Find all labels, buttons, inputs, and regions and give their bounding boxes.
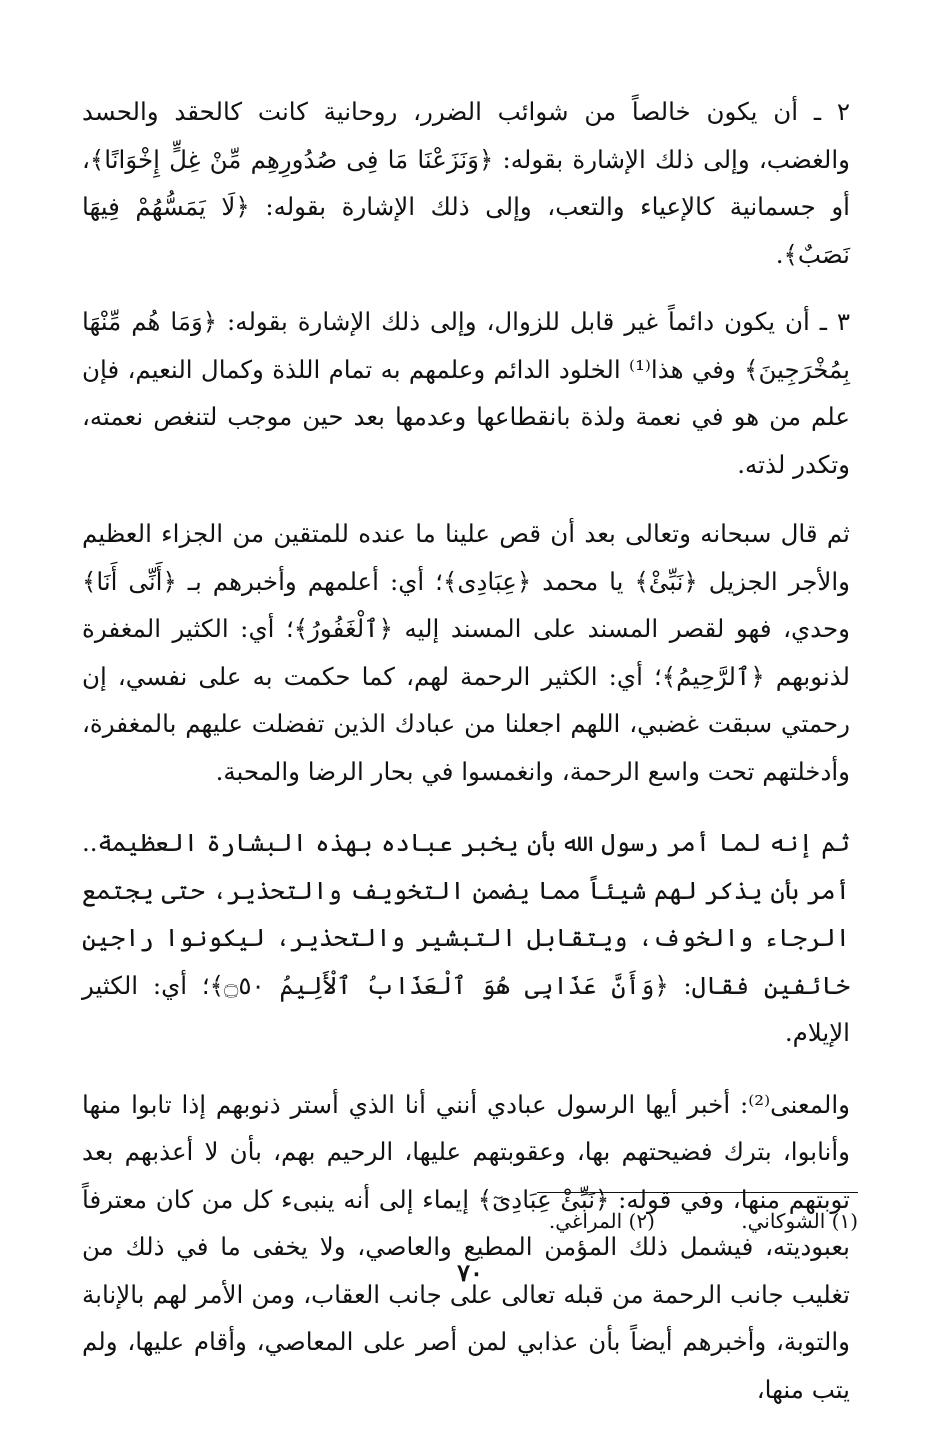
footnote-divider bbox=[537, 1192, 858, 1193]
paragraph-warning: ثم إنه لما أمر رسول الله بأن يخبر عباده بهذه البشارة العظيمة.. أمر بأن يذكر لهم شيئاً مما يضمن التخويف والتحذير، حتى يجتمع الرجاء والخوف، ويتقابل التبشير والتحذير، ليكونوا راجين خائفين فقال: ﴿وَأَنَّ عَذَابِى هُوَ ٱلْعَذَابُ ٱلْأَلِيمُ ۝٥٠﴾؛ أي: الكثير الإيلام. bbox=[82, 828, 850, 1047]
paragraph-meaning: والمعنى⁽²⁾: أخبر أيها الرسول عبادي أنني أنا الذي أستر ذنوبهم إذا تابوا منها وأنابوا، بترك فضيحتهم بها، وعقوبتهم عليها، الرحيم بهم، بأن لا أعذبهم بعد توبتهم منها، وفي قوله: ﴿نَبِّئْ عِبَادِىٓ﴾ إيماء إلى أنه ينبىء كل من كان معترفاً بعبوديته، فيشمل ذلك المؤمن المطيع والعاصي، ولا يخفى ما في ذلك من تغليب جانب الرحمة من قبله تعالى على جانب العقاب، ومن الأمر لهم بالإنابة والتوبة، وأخبرهم أيضاً بأن عذابي لمن أصر على المعاصي، وأقام عليها، ولم يتب منها، bbox=[82, 1089, 850, 1404]
paragraph-item-3: ٣ ـ أن يكون دائماً غير قابل للزوال، وإلى ذلك الإشارة بقوله: ﴿وَمَا هُم مِّنْهَا بِمُخْرَجِينَ﴾ وفي هذا⁽¹⁾ الخلود الدائم وعلمهم به تمام اللذة وكمال النعيم، فإن علم من هو في نعمة ولذة بانقطاعها وعدمها بعد حين موجب لتنغص نعمته، وتكدر لذته. bbox=[82, 307, 850, 479]
footnote-2: (٢) المراغي. bbox=[548, 1209, 655, 1233]
paragraph-item-2: ٢ ـ أن يكون خالصاً من شوائب الضرر، روحانية كانت كالحقد والحسد والغضب، وإلى ذلك الإشارة بقوله: ﴿وَنَزَعْنَا مَا فِى صُدُورِهِم مِّنْ غِلٍّ إِخْوَانًا﴾، أو جسمانية كالإعياء والتعب، وإلى ذلك الإشارة بقوله: ﴿لَا يَمَسُّهُمْ فِيهَا نَصَبٌ﴾. bbox=[82, 97, 850, 269]
paragraph-good-news: ثم قال سبحانه وتعالى بعد أن قص علينا ما عنده للمتقين من الجزاء العظيم والأجر الجزيل ﴿نَبِّئْ﴾ يا محمد ﴿عِبَادِى﴾؛ أي: أعلمهم وأخبرهم بـ ﴿أَنِّى أَنَا﴾ وحدي، فهو لقصر المسند على المسند إليه ﴿ٱلْغَفُورُ﴾؛ أي: الكثير المغفرة لذنوبهم ﴿ٱلرَّحِيمُ﴾؛ أي: الكثير الرحمة لهم، كما حكمت به على نفسي، إن رحمتي سبقت غضبي، اللهم اجعلنا من عبادك الذين تفضلت عليهم بالمغفرة، وأدخلتهم تحت واسع الرحمة، وانغمسوا في بحار الرضا والمحبة. bbox=[82, 519, 851, 786]
footnotes bbox=[90, 1206, 858, 1236]
page-number: ٧٠ bbox=[457, 1258, 483, 1287]
footnote-1: (١) الشوكاني. bbox=[741, 1209, 858, 1233]
